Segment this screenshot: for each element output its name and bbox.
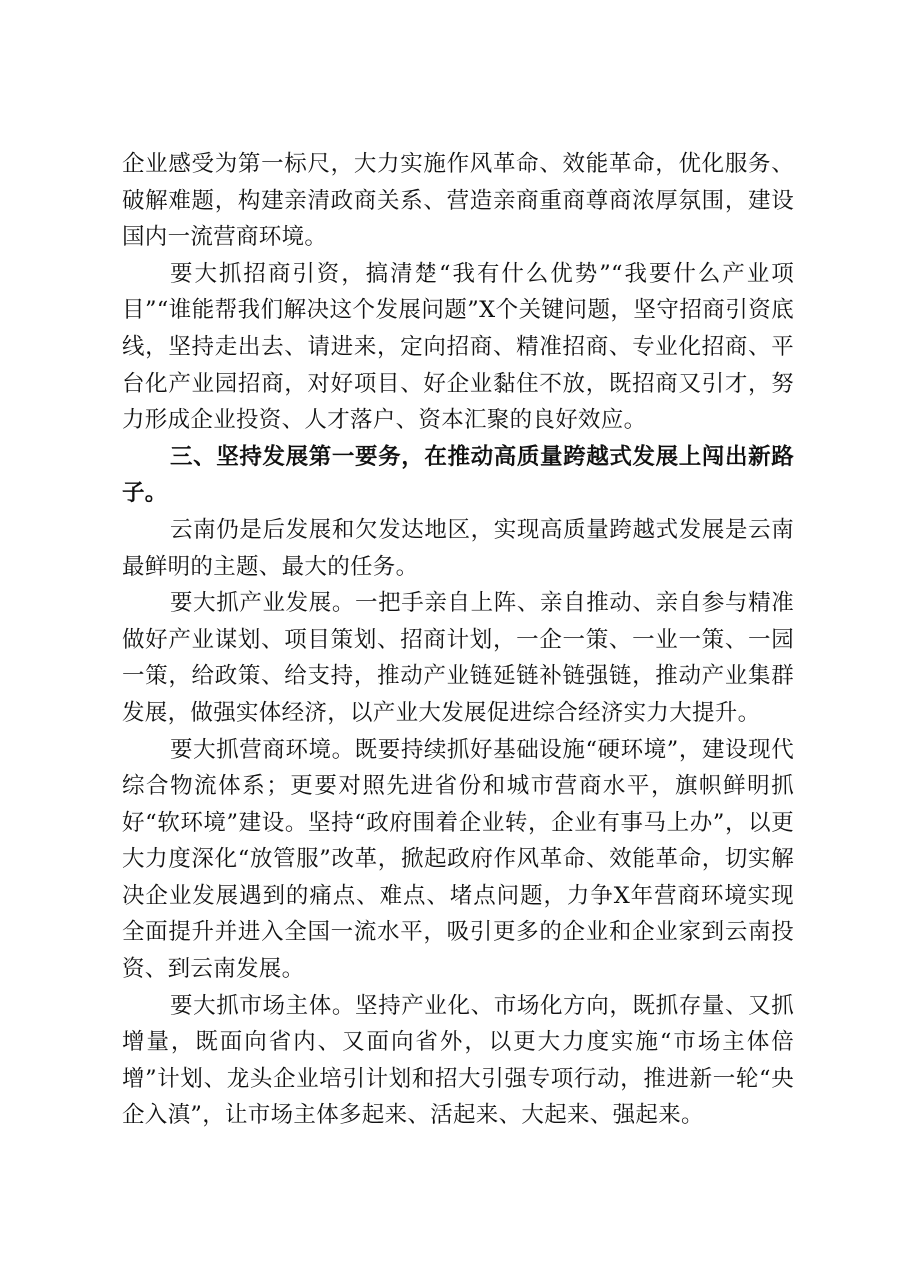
paragraph-continuation: 企业感受为第一标尺，大力实施作风革命、效能革命，优化服务、破解难题，构建亲清政商关系、营造亲商重商尊商浓厚氛围，建设国内一流营商环境。 bbox=[122, 151, 794, 251]
paragraph-industry-development: 要大抓产业发展。一把手亲自上阵、亲自推动、亲自参与精准做好产业谋划、项目策划、招商计划，一企一策、一业一策、一园一策，给政策、给支持，推动产业链延链补链强链，推动产业集群发展，做强实体经济，以产业大发展促进综合经济实力大提升。 bbox=[122, 590, 794, 726]
paragraph-business-environment: 要大抓营商环境。既要持续抓好基础设施“硬环境”，建设现代综合物流体系；更要对照先进省份和城市营商水平，旗帜鲜明抓好“软环境”建设。坚持“政府围着企业转，企业有事马上办”，以更大力度深化“放管服”改革，掀起政府作风革命、效能革命，切实解决企业发展遇到的痛点、难点、堵点问题，力争X年营商环境实现全面提升并进入全国一流水平，吸引更多的企业和企业家到云南投资、到云南发展。 bbox=[122, 736, 794, 983]
paragraph-yunnan-status: 云南仍是后发展和欠发达地区，实现高质量跨越式发展是云南最鲜明的主题、最大的任务。 bbox=[122, 516, 794, 580]
paragraph-investment-attraction: 要大抓招商引资，搞清楚“我有什么优势”“我要什么产业项目”“谁能帮我们解决这个发展问题”X个关键问题，坚守招商引资底线，坚持走出去、请进来，定向招商、精准招商、专业化招商、平台化产业园招商，对好项目、好企业黏住不放，既招商又引才，努力形成企业投资、人才落户、资本汇聚的良好效应。 bbox=[122, 260, 794, 434]
document-page bbox=[122, 146, 794, 1134]
section-heading-three: 三、坚持发展第一要务，在推动高质量跨越式发展上闯出新路子。 bbox=[122, 443, 794, 507]
paragraph-market-entities: 要大抓市场主体。坚持产业化、市场化方向，既抓存量、又抓增量，既面向省内、又面向省外，以更大力度实施“市场主体倍增”计划、龙头企业培引计划和招大引强专项行动，推进新一轮“央企入滇”，让市场主体多起来、活起来、大起来、强起来。 bbox=[122, 992, 794, 1129]
